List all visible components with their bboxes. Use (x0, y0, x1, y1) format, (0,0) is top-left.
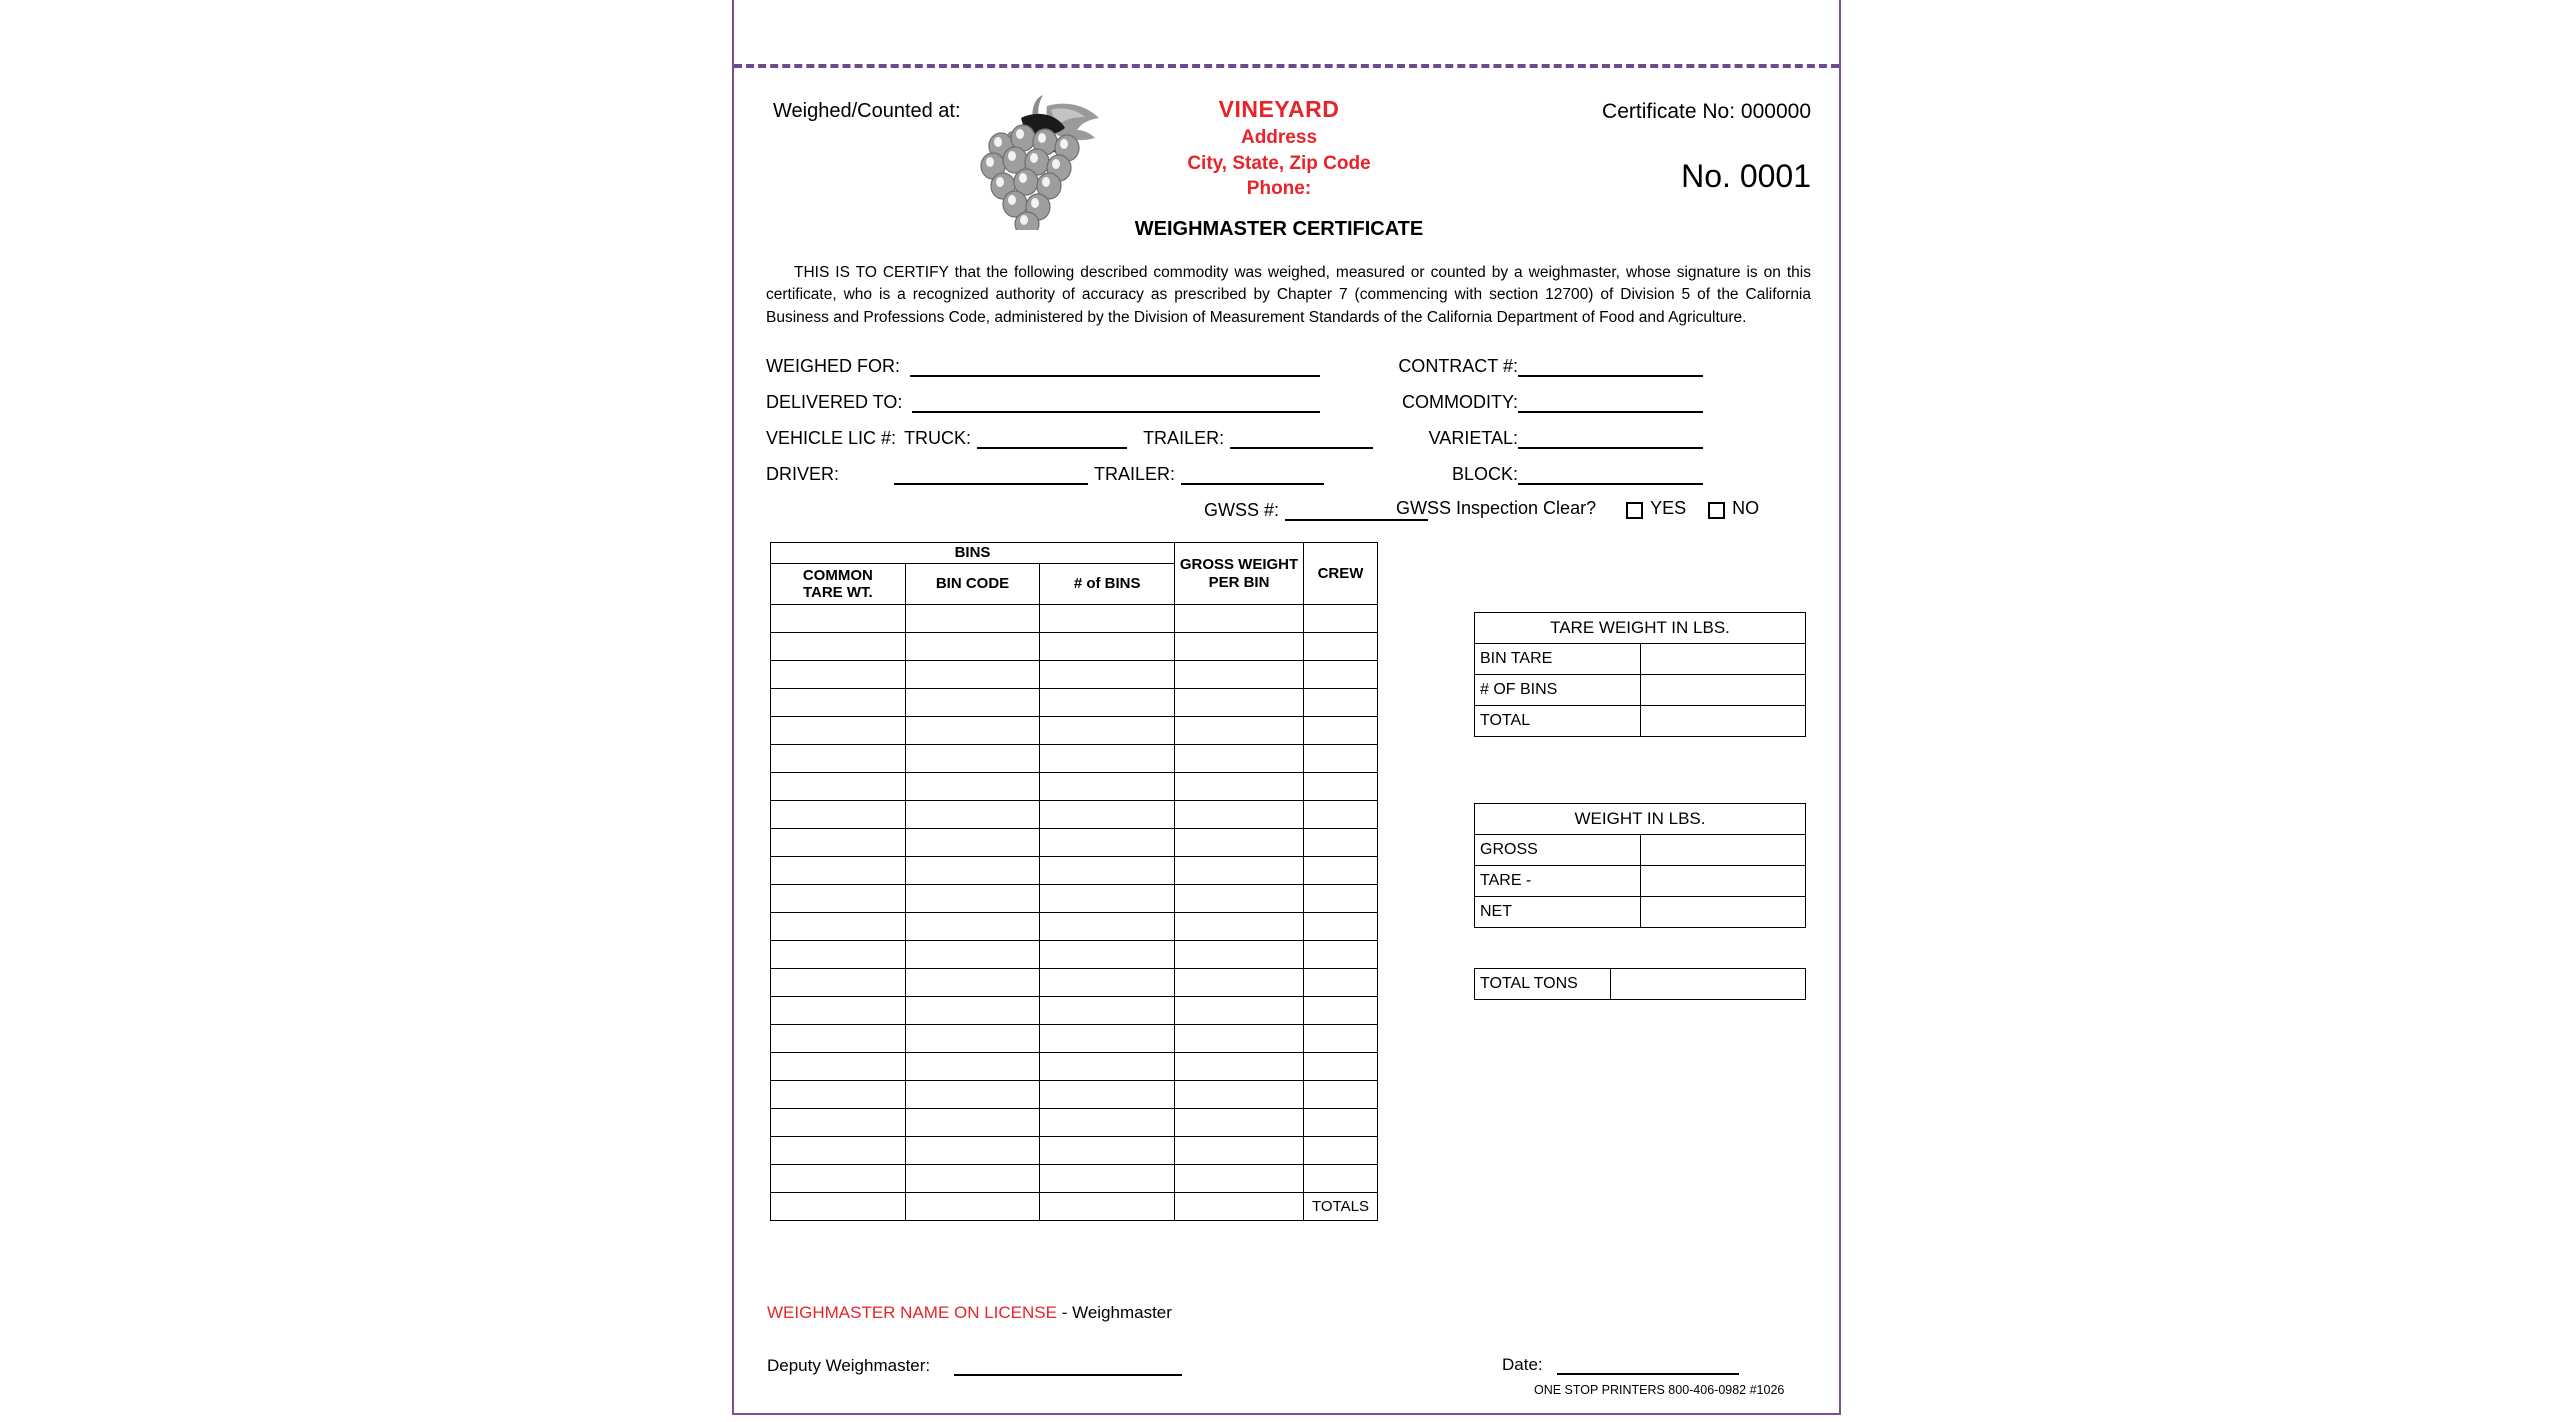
common-tare-line1: COMMON (802, 566, 873, 584)
table-row (771, 857, 1378, 885)
bins-cell[interactable] (1175, 633, 1304, 661)
table-row (771, 773, 1378, 801)
bins-table (770, 542, 1378, 1221)
bins-totals-row (771, 1193, 1378, 1221)
gross-weight-line1: GROSS WEIGHT (1179, 556, 1299, 574)
gwss-no-checkbox[interactable] (1708, 502, 1725, 519)
net-value[interactable] (1640, 897, 1806, 928)
bins-cell[interactable] (905, 885, 1040, 913)
bins-cell[interactable] (771, 1109, 906, 1137)
bins-cell[interactable] (1040, 1165, 1175, 1193)
bins-cell[interactable] (1175, 773, 1304, 801)
table-row (771, 605, 1378, 633)
bins-cell[interactable] (905, 829, 1040, 857)
table-row (1475, 969, 1806, 1000)
bins-cell[interactable] (771, 1137, 906, 1165)
varietal-label: VARIETAL: (1428, 428, 1518, 448)
bins-cell[interactable] (771, 885, 906, 913)
bins-cell[interactable] (1040, 1081, 1175, 1109)
document-title: WEIGHMASTER CERTIFICATE (1134, 218, 1424, 240)
table-row (771, 1053, 1378, 1081)
bins-cell[interactable] (771, 997, 906, 1025)
vineyard-address: Address (1240, 127, 1318, 149)
bins-cell[interactable] (1040, 913, 1175, 941)
bins-cell[interactable] (1304, 661, 1378, 689)
column-header-gross-weight (1175, 543, 1304, 605)
vineyard-name: VINEYARD (1218, 96, 1340, 122)
bins-cell[interactable] (1304, 605, 1378, 633)
bins-cell[interactable] (1304, 801, 1378, 829)
bins-cell[interactable] (1040, 857, 1175, 885)
tare-label: TARE - (1475, 866, 1641, 897)
driver-label: DRIVER: (766, 464, 840, 484)
certificate-number-value: 000000 (1740, 100, 1811, 123)
bins-cell[interactable] (1304, 885, 1378, 913)
delivered-to-input[interactable] (912, 394, 1320, 413)
trailer2-label: TRAILER: (1094, 464, 1176, 484)
bins-cell[interactable] (1304, 997, 1378, 1025)
truck-label: TRUCK: (904, 428, 972, 448)
weighmaster-name-on-license: WEIGHMASTER NAME ON LICENSE (767, 1303, 1057, 1322)
tare-weight-box (1474, 612, 1806, 737)
bins-cell[interactable] (1175, 717, 1304, 745)
bins-cell[interactable] (1040, 997, 1175, 1025)
vineyard-phone: Phone: (1246, 178, 1312, 200)
bins-cell[interactable] (1175, 1081, 1304, 1109)
bins-group-header-row (771, 543, 1378, 564)
commodity-label: COMMODITY: (1402, 392, 1518, 412)
field-gwss-inspection (1396, 498, 1759, 519)
contract-input[interactable] (1518, 358, 1703, 377)
bins-totals-cell[interactable] (1040, 1193, 1175, 1221)
trailer-input[interactable] (1230, 430, 1373, 449)
table-row (771, 1025, 1378, 1053)
bins-cell[interactable] (771, 969, 906, 997)
bins-cell[interactable] (1304, 1053, 1378, 1081)
weighmaster-certificate-sheet (732, 0, 1841, 1415)
bins-cell[interactable] (1175, 745, 1304, 773)
bins-cell[interactable] (905, 689, 1040, 717)
bins-cell[interactable] (1040, 1137, 1175, 1165)
deputy-weighmaster-signature-input[interactable] (954, 1357, 1182, 1376)
bins-cell[interactable] (771, 1081, 906, 1109)
bins-cell[interactable] (905, 745, 1040, 773)
bin-tare-value[interactable] (1640, 644, 1806, 675)
bins-cell[interactable] (905, 913, 1040, 941)
trailer2-input[interactable] (1181, 466, 1324, 485)
field-delivered-to (766, 392, 1320, 413)
bins-cell[interactable] (905, 605, 1040, 633)
date-input[interactable] (1557, 1356, 1739, 1375)
field-weighed-for (766, 356, 1320, 377)
total-tons-label: TOTAL TONS (1475, 969, 1611, 1000)
bins-cell[interactable] (771, 913, 906, 941)
bins-cell[interactable] (1175, 801, 1304, 829)
bins-cell[interactable] (905, 661, 1040, 689)
bins-cell[interactable] (1040, 1025, 1175, 1053)
field-varietal (1396, 428, 1703, 449)
block-label: BLOCK: (1451, 464, 1518, 484)
table-row (771, 1109, 1378, 1137)
table-row (1475, 866, 1806, 897)
bins-cell[interactable] (1040, 1053, 1175, 1081)
grape-cluster-icon (959, 90, 1119, 230)
bin-tare-label: BIN TARE (1475, 644, 1641, 675)
table-row (771, 633, 1378, 661)
truck-input[interactable] (977, 430, 1127, 449)
gwss-no-label: NO (1732, 498, 1760, 518)
bins-cell[interactable] (1040, 941, 1175, 969)
bins-cell[interactable] (1304, 829, 1378, 857)
deputy-weighmaster-label: Deputy Weighmaster: (767, 1356, 931, 1375)
bins-totals-cell[interactable] (905, 1193, 1040, 1221)
bins-cell[interactable] (905, 1025, 1040, 1053)
certificate-header (734, 80, 1839, 250)
field-driver (766, 464, 1324, 485)
table-row (1475, 706, 1806, 737)
bins-cell[interactable] (1175, 1137, 1304, 1165)
delivered-to-label: DELIVERED TO: (766, 392, 903, 412)
contract-label: CONTRACT #: (1398, 356, 1518, 376)
table-row (1475, 675, 1806, 706)
field-vehicle-lic (766, 428, 1373, 449)
bins-table-body (771, 605, 1378, 1221)
bins-cell[interactable] (1040, 1109, 1175, 1137)
bins-cell[interactable] (1175, 689, 1304, 717)
column-header-bin-code: BIN CODE (905, 564, 1040, 605)
bins-cell[interactable] (1175, 941, 1304, 969)
vehicle-lic-label: VEHICLE LIC #: (766, 428, 897, 448)
certification-paragraph: THIS IS TO CERTIFY that the following described commodity was weighed, measured or counted by a weighmaster, whose signature is on this certificate, who is a recognized authority of accuracy as prescribed by Chapter 7 (commencing with section 12700) of Division 5 of the California Business and Professions Code, administered by the Division of Measurement Standards of the California Department of Food and Agriculture. (766, 264, 1811, 326)
bins-cell[interactable] (1040, 689, 1175, 717)
table-row (771, 829, 1378, 857)
table-row (1475, 897, 1806, 928)
bins-cell[interactable] (1040, 661, 1175, 689)
bins-cell[interactable] (771, 745, 906, 773)
bins-cell[interactable] (1175, 885, 1304, 913)
table-row (771, 1165, 1378, 1193)
field-contract (1396, 356, 1703, 377)
bins-cell[interactable] (1304, 1137, 1378, 1165)
bins-table-head (771, 543, 1378, 605)
bins-cell[interactable] (1304, 1081, 1378, 1109)
bins-cell[interactable] (771, 801, 906, 829)
field-commodity (1396, 392, 1703, 413)
varietal-input[interactable] (1518, 430, 1703, 449)
bins-cell[interactable] (1175, 1165, 1304, 1193)
certificate-number (1602, 100, 1811, 124)
bins-cell[interactable] (1175, 1109, 1304, 1137)
block-input[interactable] (1518, 466, 1703, 485)
total-tons-box (1474, 968, 1806, 1000)
bins-cell[interactable] (1304, 969, 1378, 997)
gwss-yes-label: YES (1650, 498, 1687, 518)
perforation-line (734, 64, 1839, 68)
table-row (1475, 835, 1806, 866)
total-tons-value[interactable] (1611, 969, 1806, 1000)
bins-cell[interactable] (1175, 1053, 1304, 1081)
bins-cell[interactable] (771, 829, 906, 857)
tare-weight-title: TARE WEIGHT IN LBS. (1475, 613, 1806, 644)
bins-cell[interactable] (905, 717, 1040, 745)
num-of-bins-label: # OF BINS (1475, 675, 1641, 706)
commodity-input[interactable] (1518, 394, 1703, 413)
field-gwss-number (1204, 500, 1428, 521)
bins-cell[interactable] (771, 1025, 906, 1053)
gwss-yes-checkbox[interactable] (1626, 502, 1643, 519)
common-tare-line2: TARE WT. (802, 584, 873, 601)
bins-totals-cell[interactable] (771, 1193, 906, 1221)
bins-cell[interactable] (905, 1081, 1040, 1109)
printer-credit: ONE STOP PRINTERS 800-406-0982 #1026 (1534, 1383, 1785, 1397)
bins-cell[interactable] (1175, 913, 1304, 941)
bins-cell[interactable] (771, 1165, 906, 1193)
bins-cell[interactable] (1040, 969, 1175, 997)
vineyard-address-block (1134, 94, 1424, 202)
bins-cell[interactable] (905, 1053, 1040, 1081)
field-block (1396, 464, 1703, 485)
bins-cell[interactable] (771, 633, 906, 661)
weight-title: WEIGHT IN LBS. (1475, 804, 1806, 835)
bins-cell[interactable] (905, 857, 1040, 885)
bins-cell[interactable] (905, 969, 1040, 997)
table-row (771, 1081, 1378, 1109)
bins-cell[interactable] (905, 1137, 1040, 1165)
table-row (771, 913, 1378, 941)
bins-cell[interactable] (1304, 689, 1378, 717)
bins-cell[interactable] (1175, 997, 1304, 1025)
bins-cell[interactable] (1304, 717, 1378, 745)
bins-cell[interactable] (1304, 1109, 1378, 1137)
weighed-for-input[interactable] (910, 358, 1320, 377)
field-date (1502, 1355, 1739, 1375)
bins-cell[interactable] (1040, 773, 1175, 801)
bins-cell[interactable] (1040, 801, 1175, 829)
bins-cell[interactable] (1040, 633, 1175, 661)
weight-box (1474, 803, 1806, 928)
gwss-number-label: GWSS #: (1204, 500, 1280, 520)
bins-cell[interactable] (1040, 745, 1175, 773)
bins-cell[interactable] (1175, 829, 1304, 857)
column-header-num-bins: # of BINS (1040, 564, 1175, 605)
weighmaster-name-line (767, 1303, 1172, 1323)
weighed-counted-at-label: Weighed/Counted at: (773, 100, 961, 122)
bins-cell[interactable] (771, 857, 906, 885)
bins-totals-cell[interactable] (1175, 1193, 1304, 1221)
bins-cell[interactable] (905, 801, 1040, 829)
bins-cell[interactable] (771, 661, 906, 689)
bins-cell[interactable] (1304, 745, 1378, 773)
gross-weight-line2: PER BIN (1208, 573, 1270, 591)
driver-input[interactable] (894, 466, 1088, 485)
form-number: No. 0001 (1681, 158, 1811, 194)
table-row (771, 717, 1378, 745)
certificate-number-label: Certificate No: (1602, 100, 1736, 123)
table-row (771, 969, 1378, 997)
table-row (771, 689, 1378, 717)
bins-cell[interactable] (905, 633, 1040, 661)
tare-total-value[interactable] (1640, 706, 1806, 737)
bins-cell[interactable] (1304, 633, 1378, 661)
column-header-common-tare-wt (771, 564, 906, 605)
vineyard-city-state-zip: City, State, Zip Code (1187, 152, 1371, 174)
bins-group-header: BINS (771, 543, 1175, 564)
bins-cell[interactable] (1304, 941, 1378, 969)
bins-cell[interactable] (1304, 773, 1378, 801)
table-row (771, 997, 1378, 1025)
bins-cell[interactable] (1040, 885, 1175, 913)
weighed-for-label: WEIGHED FOR: (766, 356, 900, 376)
date-label: Date: (1502, 1355, 1543, 1374)
bins-cell[interactable] (905, 1165, 1040, 1193)
bins-cell[interactable] (905, 997, 1040, 1025)
bins-cell[interactable] (1040, 717, 1175, 745)
bins-cell[interactable] (1304, 857, 1378, 885)
bins-cell[interactable] (1304, 913, 1378, 941)
bins-cell[interactable] (905, 941, 1040, 969)
bins-cell[interactable] (771, 941, 906, 969)
gross-label: GROSS (1475, 835, 1641, 866)
bins-cell[interactable] (771, 689, 906, 717)
bins-cell[interactable] (1304, 1165, 1378, 1193)
column-header-crew: CREW (1304, 543, 1378, 605)
table-row (771, 801, 1378, 829)
bins-cell[interactable] (1175, 605, 1304, 633)
num-of-bins-value[interactable] (1640, 675, 1806, 706)
bins-cell[interactable] (1175, 857, 1304, 885)
bins-cell[interactable] (1040, 605, 1175, 633)
weight-title-row (1475, 804, 1806, 835)
table-row (771, 661, 1378, 689)
bins-cell[interactable] (771, 605, 906, 633)
table-row (771, 885, 1378, 913)
tare-value[interactable] (1640, 866, 1806, 897)
tare-weight-title-row (1475, 613, 1806, 644)
bins-cell[interactable] (771, 1053, 906, 1081)
gwss-inspection-label: GWSS Inspection Clear? (1396, 498, 1597, 518)
bins-cell[interactable] (1304, 1025, 1378, 1053)
bins-cell[interactable] (771, 717, 906, 745)
table-row (1475, 644, 1806, 675)
table-row (771, 1137, 1378, 1165)
bins-cell[interactable] (1175, 1025, 1304, 1053)
bins-cell[interactable] (771, 773, 906, 801)
bins-cell[interactable] (1175, 969, 1304, 997)
bins-cell[interactable] (905, 773, 1040, 801)
bins-cell[interactable] (905, 1109, 1040, 1137)
table-row (771, 941, 1378, 969)
tare-total-label: TOTAL (1475, 706, 1641, 737)
weighmaster-name-suffix: - Weighmaster (1056, 1303, 1172, 1322)
trailer-label: TRAILER: (1143, 428, 1225, 448)
bins-cell[interactable] (1040, 829, 1175, 857)
net-label: NET (1475, 897, 1641, 928)
field-deputy-weighmaster (767, 1356, 1182, 1376)
table-row (771, 745, 1378, 773)
bins-cell[interactable] (1175, 661, 1304, 689)
bins-totals-label: TOTALS (1304, 1193, 1378, 1221)
gross-value[interactable] (1640, 835, 1806, 866)
